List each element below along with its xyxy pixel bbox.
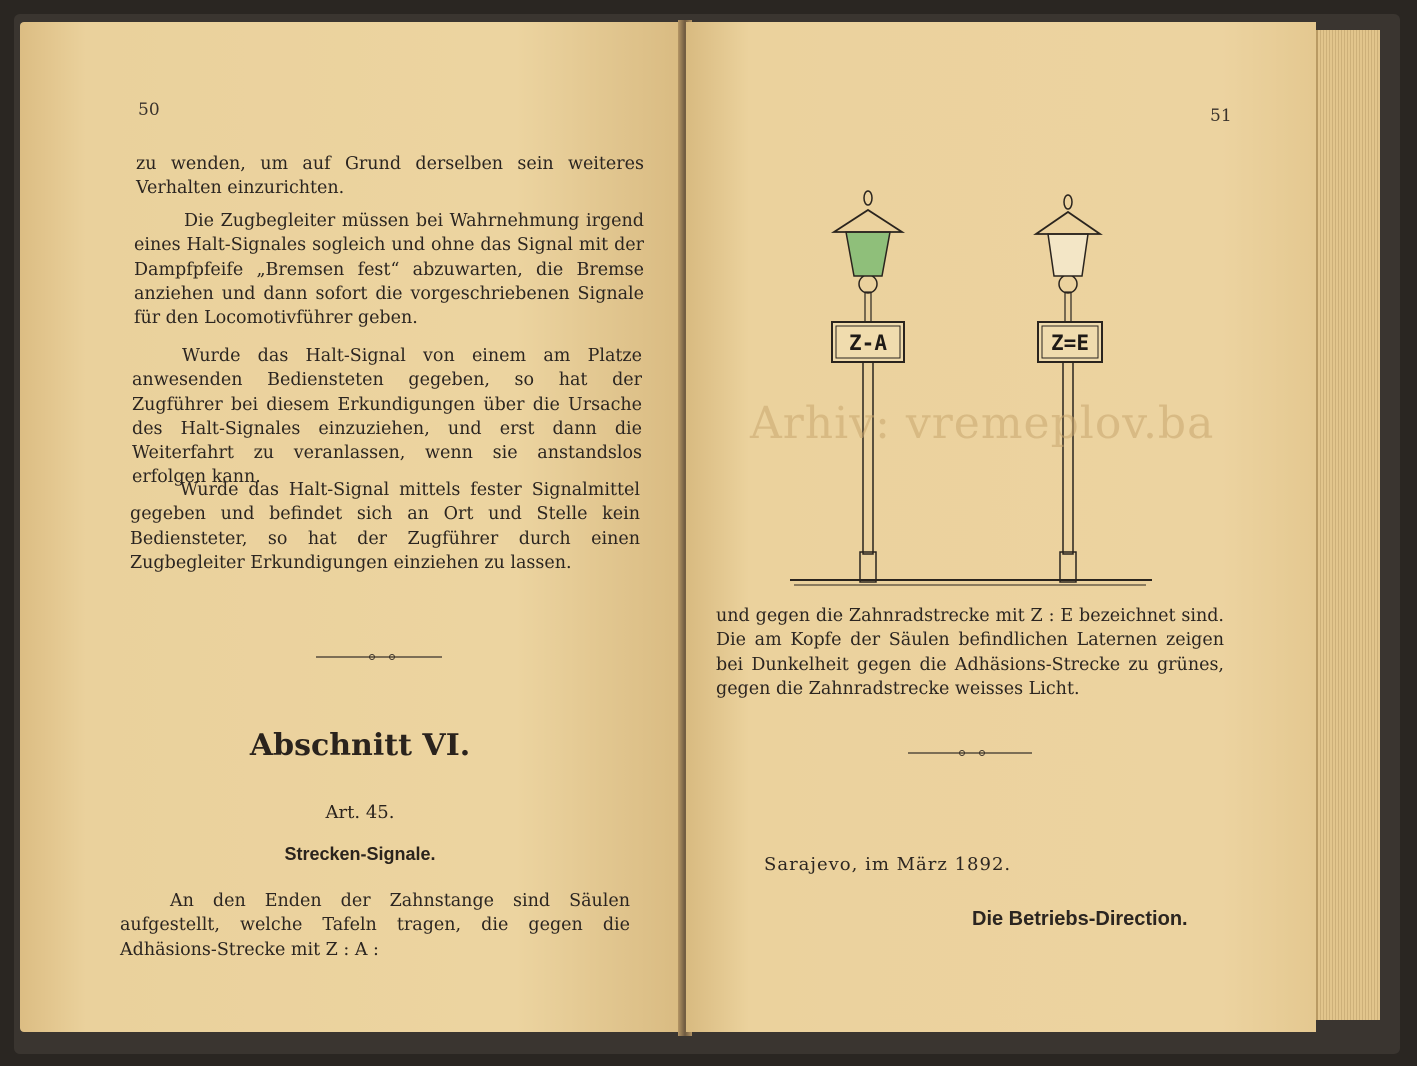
section-title: Abschnitt VI. — [249, 728, 471, 763]
page-number-left: 50 — [138, 100, 160, 120]
signal-post-ze — [1036, 195, 1102, 582]
paragraph-1: zu wenden, um auf Grund derselben sein weiteres Verhalten einzurichten. — [136, 154, 644, 199]
paragraph-4: Wurde das Halt-Signal mittels fester Signalmittel gegeben und befindet sich an Ort und Stelle kein Bediensteter, so hat der Zugführer durch einen Zugbegleiter Erkundigungen einziehen zu lassen. — [130, 480, 640, 573]
watermark: Arhiv: vremeplov.ba — [750, 398, 1215, 449]
right-paragraph: und gegen die Zahnradstrecke mit Z : E bezeichnet sind. Die am Kopfe der Säulen befindlichen Laternen zeigen bei Dunkelheit gegen die Adhäsions-Strecke zu grünes, gegen die Zahnradstrecke weisses Licht. — [716, 606, 1224, 699]
paragraph-2: Die Zugbegleiter müssen bei Wahrnehmung irgend eines Halt-Signales sogleich und ohne das Signal mit der Dampfpfeife „Bremsen fest“ abzuwarten, die Bremse anziehen und dann sofort die vorgeschriebenen Signale für den Locomotivführer geben. — [134, 211, 644, 329]
page-edges — [1316, 30, 1380, 1020]
paragraph-3: Wurde das Halt-Signal von einem am Platze anwesenden Bediensteten gegeben, so hat der Zugführer bei diesem Erkundigungen über die Ursache des Halt-Signales einzuziehen, und erst dann die Weiterfahrt zu veranlassen, wenn sie anstandslos erfolgen kann. — [132, 346, 642, 488]
ornament-divider — [314, 650, 444, 664]
ornament-divider-right — [906, 746, 1034, 760]
left-page — [20, 22, 680, 1032]
signal-post-za — [832, 191, 904, 582]
green-lamp — [846, 232, 890, 276]
article-number: Art. 45. — [325, 802, 395, 823]
section-subtitle: Strecken-Signale. — [284, 844, 436, 864]
place-date: Sarajevo, im März 1892. — [764, 854, 1012, 875]
signature: Die Betriebs-Direction. — [972, 908, 1188, 930]
closing-paragraph: An den Enden der Zahnstange sind Säulen aufgestellt, welche Tafeln tragen, die gegen die Adhäsions-Strecke mit Z : A : — [120, 891, 630, 960]
page-number-right: 51 — [1210, 106, 1232, 126]
right-page — [686, 22, 1316, 1032]
signal-posts-illustration — [786, 172, 1166, 592]
ground-hatching — [790, 580, 1152, 585]
signal-label-ze: Z=E — [1051, 331, 1089, 355]
white-lamp — [1048, 234, 1088, 276]
signal-label-za: Z-A — [849, 331, 887, 355]
